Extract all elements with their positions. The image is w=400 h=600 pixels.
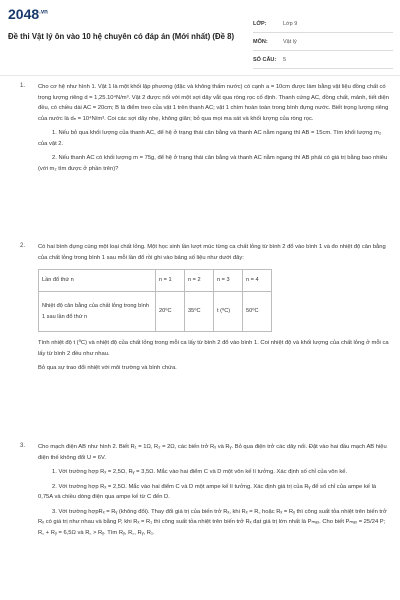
table-cell: n = 1 [156, 270, 185, 292]
question-number: 1. [20, 83, 26, 89]
page-header [0, 0, 400, 70]
subquestion-2: 2. Với trường hợp Rₓ = 2,5Ω. Mắc vào hai điểm C và D một ampe kế lí tưởng. Xác định giá trị của Rᵧ để số chỉ của ampe kế là 0,75A và chiều dòng điện qua ampe kế từ C đến D. [38, 483, 377, 500]
table-cell: t (⁰C) [214, 292, 243, 332]
question-body [38, 82, 390, 178]
table-header-row [39, 270, 272, 292]
page-title: Đề thi Vật lý ôn vào 10 hệ chuyên có đáp án (Mới nhất) (Đề 8) [8, 32, 235, 41]
header-divider [0, 75, 400, 76]
meta-value: Vật lý [283, 38, 297, 45]
data-table [38, 269, 272, 332]
question-text: Cho mạch điện AB như hình 2. Biết R₁ = 1Ω, R₂ = 2Ω, các biến trở Rₓ và Rᵧ. Bỏ qua điện trở các dây nối. Đặt vào hai đầu mạch AB hiệu điện thế không đổi U = 6V. [38, 444, 387, 461]
meta-key: LỚP: [253, 20, 267, 27]
question-note: Bỏ qua sự trao đổi nhiệt với môi trường và bình chứa. [38, 365, 177, 371]
table-cell: n = 4 [243, 270, 272, 292]
table-cell: Lần đổ thứ n [39, 270, 156, 292]
subquestion-1: 1. Với trường hợp Rₓ = 2,5Ω, Rᵧ = 3,5Ω. Mắc vào hai điểm C và D một vôn kế lí tưởng. Xác định số chỉ của vôn kế. [52, 469, 348, 475]
exam-meta [253, 15, 393, 69]
question-text: Có hai bình đựng cùng một loại chất lỏng. Một học sinh lần lượt múc từng ca chất lỏng từ bình 2 đổ vào bình 1 và đo nhiệt độ cân bằng của chất lỏng trong bình 1 sau mỗi lần đổ rồi ghi vào bảng số liệu như dưới đây: [38, 244, 386, 261]
meta-value: Lớp 9 [283, 20, 298, 27]
site-logo[interactable] [8, 6, 48, 22]
logo-text: 2048 [8, 6, 40, 22]
meta-value: 5 [283, 56, 287, 63]
meta-key: SỐ CÂU: [253, 56, 277, 63]
table-cell: 50⁰C [243, 292, 272, 332]
meta-row-subject [253, 33, 393, 51]
question-body [38, 242, 390, 378]
table-cell: n = 2 [185, 270, 214, 292]
meta-row-count [253, 51, 393, 69]
question-text: Tính nhiệt độ t (⁰C) và nhiệt độ của chất lỏng trong mỗi ca lấy từ bình 2 đổ vào bình 1. Coi nhiệt độ và khối lượng của chất lỏng ở mỗi ca lấy từ bình 2 đều như nhau. [38, 340, 389, 357]
question-number: 3. [20, 443, 26, 449]
meta-key: MÔN: [253, 38, 268, 45]
table-cell: Nhiệt độ cân bằng của chất lỏng trong bình 1 sau lần đổ thứ n [39, 292, 156, 332]
table-cell: 35⁰C [185, 292, 214, 332]
table-cell: 20⁰C [156, 292, 185, 332]
question-text: Cho cơ hệ như hình 1. Vật 1 là một khối lập phương (đặc và không thấm nước) có cạnh a = 10cm được làm bằng vật liệu đồng chất có trọng lượng riêng d = 1,25.10⁴N/m³. Vật 2 được nối với một sợi dây vắt qua ròng rọc cố định. Thanh cứng AC, đồng chất, mảnh, tiết diện đều, có chiều dài AC = 20cm; B là điểm treo của vật 1 trên thanh AC; vật 1 chìm hoàn toàn trong bình đựng nước. Biết trọng lượng riêng của nước là dₙ = 10⁴N/m³. Coi các sợi dây nhẹ, không giãn; bỏ qua mọi ma sát và khối lượng của ròng rọc. [38, 84, 389, 122]
logo-suffix: .vn [39, 9, 48, 16]
table-cell: n = 3 [214, 270, 243, 292]
question-body [38, 442, 390, 542]
table-row [39, 292, 272, 332]
subquestion-3: 3. Với trường hợpRₓ = Rᵧ (không đổi). Thay đổi giá trị của biến trở Rₓ, khi Rₓ = R꜀ hoặc Rₓ = Rᵧ thì công suất tỏa nhiệt trên biến trở Rₓ có giá trị như nhau và bằng P, khi Rₓ = R₁ thì công suất tỏa nhiệt trên biến trở Rₓ đạt giá trị lớn nhất là Pₘₐₓ. Cho biết Pₘₐₓ = 25/24 P; R꜀ + Rᵧ = 6,5Ω và R꜀ > Rᵧ. Tìm Rᵧ, R꜀, Rᵧ, R₁. [38, 508, 387, 536]
subquestion-2: 2. Nếu thanh AC có khối lượng m = 75g, để hệ ở trạng thái cân bằng và thanh AC nằm ngang thì AB phải có giá trị bằng bao nhiêu (với m₂ tìm được ở phần trên)? [38, 155, 388, 172]
meta-row-class [253, 15, 393, 33]
subquestion-1: 1. Nếu bỏ qua khối lượng của thanh AC, để hệ ở trạng thái cân bằng và thanh AC nằm ngang thì AB = 15cm. Tìm khối lượng m₂ của vật 2. [38, 130, 382, 147]
question-number: 2. [20, 243, 26, 249]
